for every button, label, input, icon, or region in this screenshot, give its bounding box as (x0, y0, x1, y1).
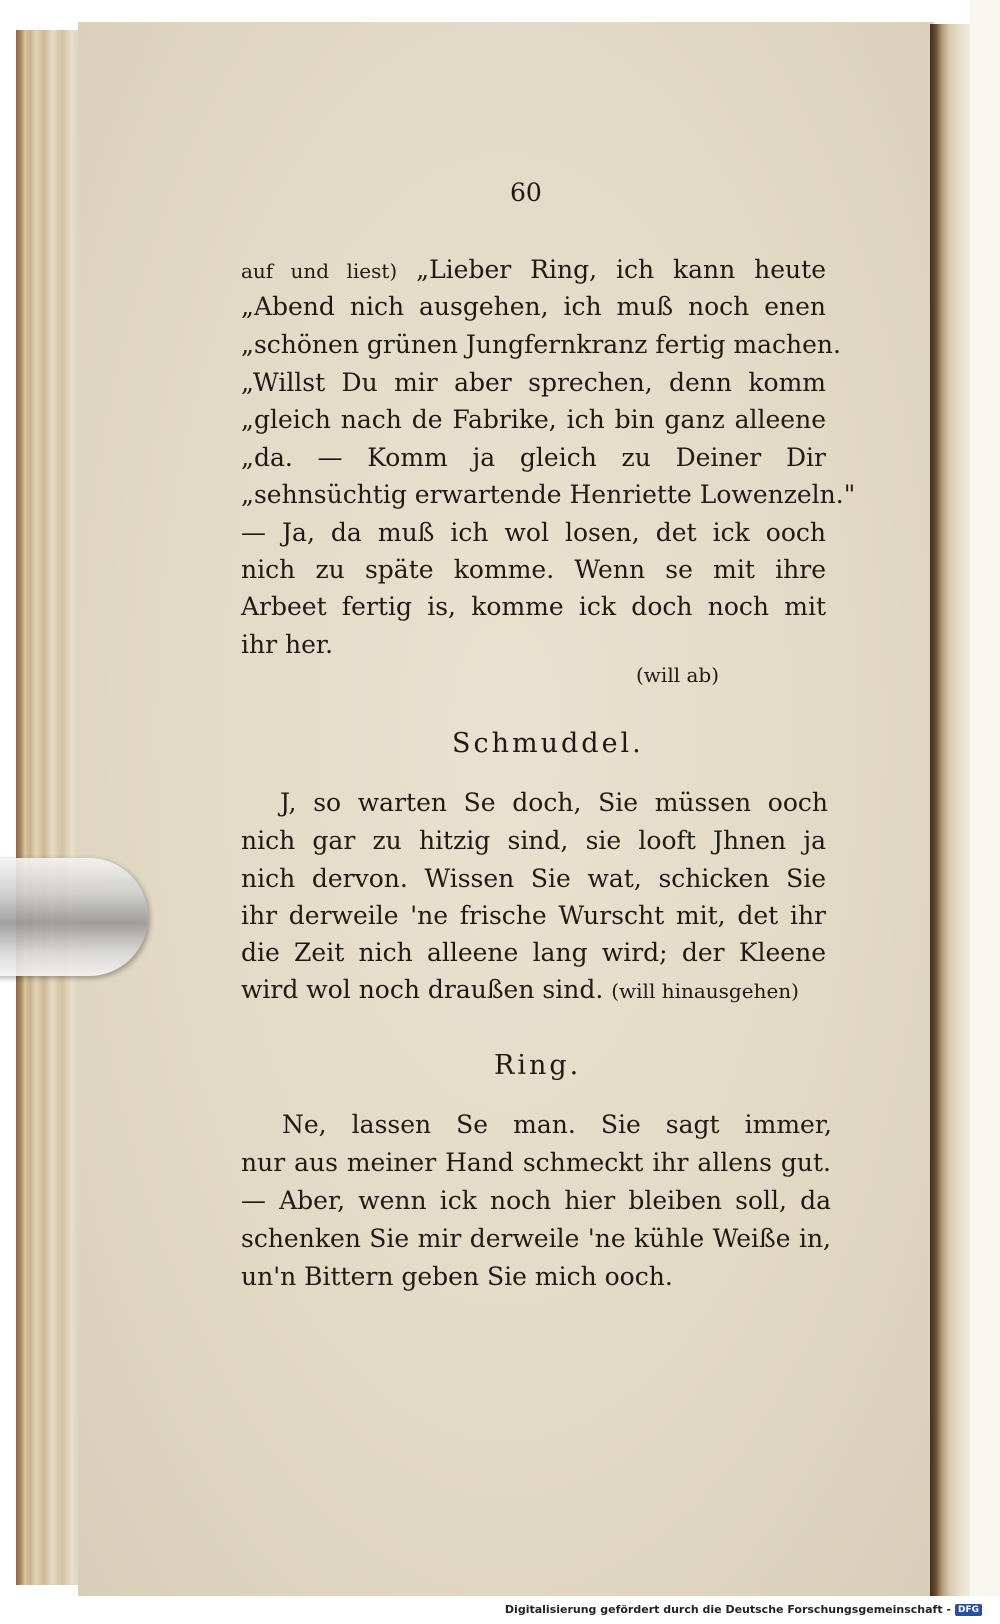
stage-direction-inline: (will hinausgehen) (611, 979, 799, 1003)
text-line (241, 975, 799, 1006)
text-line: ihr derweile 'ne frische Wurscht mit, det ihr (241, 901, 826, 930)
text-line: Arbeet fertig is, komme ick doch noch mit (241, 592, 826, 621)
text-line: nur aus meiner Hand schmeckt ihr allens gut. (241, 1148, 831, 1177)
text-line: nich zu späte komme. Wenn se mit ihre (241, 555, 826, 584)
dfg-logo: DFG (955, 1604, 982, 1616)
text-line: „gleich nach de Fabrike, ich bin ganz alleene (241, 405, 826, 434)
text-line: „Abend nich ausgehen, ich muß noch enen (241, 292, 826, 321)
text-line: J, so warten Se doch, Sie müssen ooch (280, 788, 828, 817)
text-line: „schönen grünen Jungfernkranz fertig machen. (241, 330, 841, 359)
book-binding-shadow (930, 24, 970, 1596)
text-line: die Zeit nich alleene lang wird; der Kleene (241, 938, 826, 967)
book-page-edges (16, 30, 80, 1585)
text-line: — Aber, wenn ick noch hier bleiben soll, da (241, 1186, 831, 1215)
text-line: nich gar zu hitzig sind, sie looft Jhnen ja (241, 826, 826, 855)
text-span: wird wol noch draußen sind. (241, 975, 604, 1004)
speaker-name: Ring. (494, 1050, 582, 1081)
speaker-name: Schmuddel. (452, 728, 644, 759)
text-line: „Willst Du mir aber sprechen, denn komm (241, 368, 826, 397)
text-line (241, 255, 826, 286)
text-line: „da. — Komm ja gleich zu Deiner Dir (241, 443, 826, 472)
text-span: „Lieber Ring, ich kann heute (416, 255, 826, 284)
text-line: schenken Sie mir derweile 'ne kühle Weiße in, (241, 1224, 831, 1253)
digitization-credit (505, 1603, 982, 1616)
scanner-clip (0, 858, 148, 976)
text-line: nich dervon. Wissen Sie wat, schicken Sie (241, 864, 826, 893)
text-line: Ne, lassen Se man. Sie sagt immer, (282, 1110, 832, 1139)
page-number: 60 (510, 178, 542, 207)
stage-direction: (will ab) (636, 663, 719, 687)
text-line: ihr her. (241, 630, 334, 659)
text-line: un'n Bittern geben Sie mich ooch. (241, 1262, 673, 1291)
stage-direction-inline: auf und liest) (241, 259, 398, 283)
credit-text: Digitalisierung gefördert durch die Deutsche Forschungsgemeinschaft - (504, 1603, 951, 1616)
scan-margin (970, 0, 1000, 1624)
text-line: „sehnsüchtig erwartende Henriette Lowenzeln." (241, 480, 856, 509)
text-line: — Ja, da muß ich wol losen, det ick ooch (241, 518, 826, 547)
